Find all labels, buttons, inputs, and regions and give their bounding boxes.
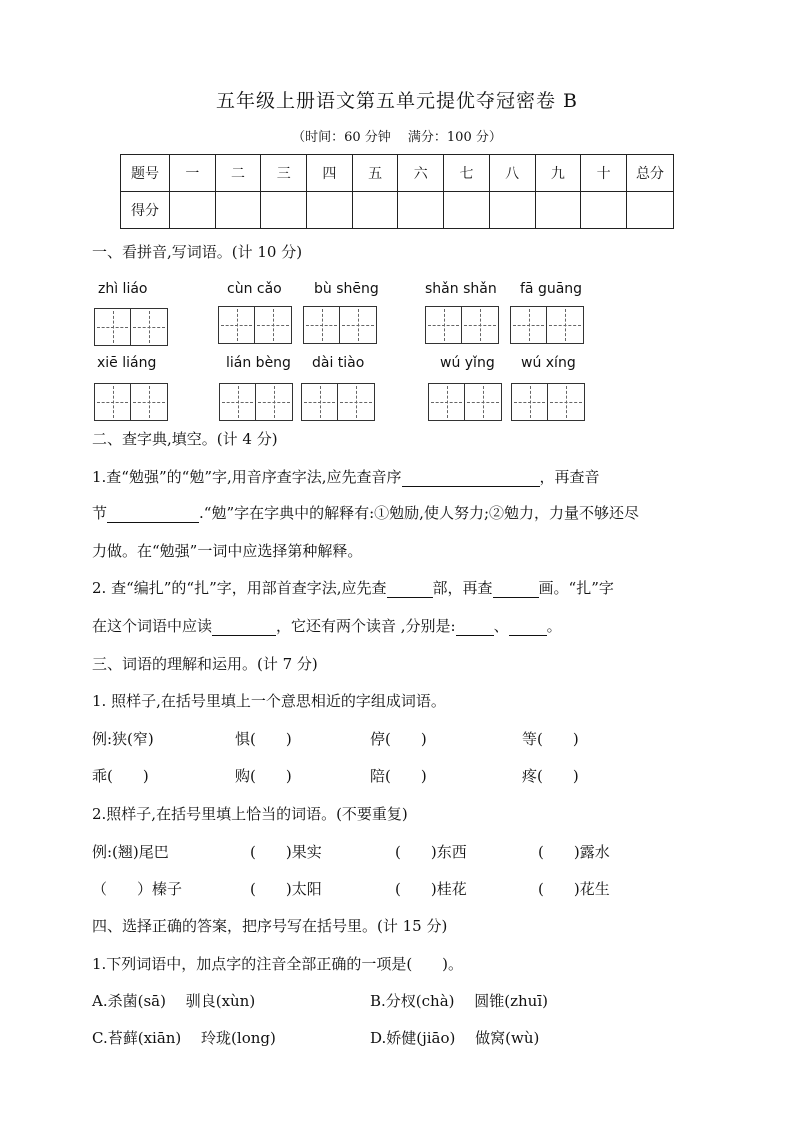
q2-text-e: ，它还有两个读音 ,分别是: bbox=[276, 617, 456, 635]
score-header-cell: 七 bbox=[444, 155, 490, 192]
fill-item[interactable]: ( )桂花 bbox=[395, 880, 467, 898]
q2-text-a: 2. 查“编扎”的“扎”字，用部首查字法,应先查 bbox=[92, 579, 387, 597]
score-cell[interactable] bbox=[444, 192, 490, 229]
score-header-cell: 六 bbox=[398, 155, 444, 192]
score-header-cell: 三 bbox=[261, 155, 307, 192]
writing-grid[interactable] bbox=[219, 383, 293, 421]
pinyin-label: wú yǐng bbox=[440, 355, 495, 371]
score-row-label: 得分 bbox=[121, 192, 170, 229]
pinyin-label: bù shēng bbox=[314, 281, 379, 297]
score-header-cell: 八 bbox=[489, 155, 535, 192]
question-text: 2.照样子,在括号里填上恰当的词语。(不要重复) bbox=[92, 805, 408, 823]
score-table-header-row bbox=[121, 155, 674, 192]
writing-grid[interactable] bbox=[94, 308, 168, 346]
pinyin-label: lián bèng bbox=[226, 355, 291, 371]
score-cell[interactable] bbox=[307, 192, 353, 229]
question-text bbox=[92, 502, 639, 523]
fill-item[interactable]: 惧( ) bbox=[235, 730, 292, 748]
option-a[interactable]: A.杀菌(sā) 驯良(xùn) bbox=[92, 992, 256, 1010]
fill-item[interactable]: 陪( ) bbox=[370, 767, 427, 785]
pinyin-label: fā guāng bbox=[520, 281, 583, 297]
score-cell[interactable] bbox=[398, 192, 444, 229]
page-title: 五年级上册语文第五单元提优夺冠密卷 B bbox=[215, 90, 578, 112]
writing-grid[interactable] bbox=[303, 306, 377, 344]
fill-item[interactable]: ( )露水 bbox=[538, 843, 610, 861]
question-text bbox=[92, 577, 614, 598]
section-2-heading: 二、查字典,填空。(计 4 分) bbox=[92, 430, 278, 448]
writing-grid[interactable] bbox=[94, 383, 168, 421]
score-header-cell: 四 bbox=[307, 155, 353, 192]
q1-text-a: 1.查“勉强”的“勉”字,用音序查字法,应先查音序 bbox=[92, 468, 402, 486]
writing-grid[interactable] bbox=[428, 383, 502, 421]
writing-grid[interactable] bbox=[218, 306, 292, 344]
score-cell[interactable] bbox=[581, 192, 627, 229]
pinyin-label: wú xíng bbox=[521, 355, 576, 371]
answer-blank[interactable] bbox=[509, 617, 547, 636]
pinyin-label: zhì liáo bbox=[98, 281, 148, 297]
fill-item: 例:狭(窄) bbox=[92, 730, 154, 748]
fill-item[interactable]: （ ）榛子 bbox=[92, 880, 183, 898]
q1-text-d: .“勉”字在字典中的解释有:①勉励,使人努力;②勉力，力量不够还尽 bbox=[199, 504, 639, 522]
score-header-cell: 一 bbox=[170, 155, 216, 192]
score-header-cell: 二 bbox=[215, 155, 261, 192]
fill-item: 例:(翘)尾巴 bbox=[92, 843, 169, 861]
fill-item[interactable]: ( )果实 bbox=[250, 843, 322, 861]
answer-blank[interactable] bbox=[387, 579, 433, 598]
answer-blank[interactable] bbox=[493, 579, 539, 598]
writing-grid[interactable] bbox=[425, 306, 499, 344]
score-table bbox=[120, 154, 674, 229]
question-text bbox=[92, 615, 562, 636]
q1-text-c: 节 bbox=[92, 504, 108, 522]
answer-blank[interactable] bbox=[107, 504, 199, 523]
score-cell[interactable] bbox=[352, 192, 398, 229]
score-cell[interactable] bbox=[170, 192, 216, 229]
fill-item[interactable]: 乖( ) bbox=[92, 767, 149, 785]
option-b[interactable]: B.分杈(chà) 圆锥(zhuī) bbox=[370, 992, 548, 1010]
pinyin-label: xiē liáng bbox=[97, 355, 157, 371]
option-d[interactable]: D.娇健(jiāo) 做窝(wù) bbox=[370, 1029, 540, 1047]
fill-item[interactable]: ( )花生 bbox=[538, 880, 610, 898]
fill-item[interactable]: 停( ) bbox=[370, 730, 427, 748]
exam-info: （时间：60 分钟 满分：100 分） bbox=[292, 130, 502, 145]
answer-blank[interactable] bbox=[212, 617, 276, 636]
q2-text-f: 、 bbox=[493, 617, 509, 635]
fill-item[interactable]: 疼( ) bbox=[522, 767, 579, 785]
section-4-heading: 四、选择正确的答案，把序号写在括号里。(计 15 分) bbox=[92, 917, 448, 935]
fill-item[interactable]: ( )东西 bbox=[395, 843, 467, 861]
pinyin-label: cùn cǎo bbox=[227, 281, 282, 297]
q1-text-b: ，再查音 bbox=[539, 468, 600, 486]
score-header-cell: 十 bbox=[581, 155, 627, 192]
question-text: 1. 照样子,在括号里填上一个意思相近的字组成词语。 bbox=[92, 692, 446, 710]
score-cell[interactable] bbox=[535, 192, 581, 229]
fill-item[interactable]: 等( ) bbox=[522, 730, 579, 748]
score-cell[interactable] bbox=[627, 192, 674, 229]
answer-blank[interactable] bbox=[402, 468, 540, 487]
score-header-cell: 题号 bbox=[121, 155, 170, 192]
pinyin-label: dài tiào bbox=[312, 355, 365, 371]
q2-text-c: 画。“扎”字 bbox=[538, 579, 614, 597]
section-3-heading: 三、词语的理解和运用。(计 7 分) bbox=[92, 655, 318, 673]
score-cell[interactable] bbox=[489, 192, 535, 229]
section-1-heading: 一、看拼音,写词语。(计 10 分) bbox=[92, 243, 303, 261]
pinyin-label: shǎn shǎn bbox=[425, 281, 497, 297]
score-header-cell: 总分 bbox=[627, 155, 674, 192]
q2-text-g: 。 bbox=[546, 617, 562, 635]
score-table-score-row bbox=[121, 192, 674, 229]
q2-text-b: 部，再查 bbox=[432, 579, 493, 597]
writing-grid[interactable] bbox=[301, 383, 375, 421]
question-text: 1.下列词语中，加点字的注音全部正确的一项是( )。 bbox=[92, 955, 464, 973]
writing-grid[interactable] bbox=[510, 306, 584, 344]
fill-item[interactable]: 购( ) bbox=[235, 767, 292, 785]
option-c[interactable]: C.苔藓(xiān) 玲珑(long) bbox=[92, 1029, 276, 1047]
question-text: 力做。在“勉强”一词中应选择第种解释。 bbox=[92, 542, 363, 560]
writing-grid[interactable] bbox=[511, 383, 585, 421]
answer-blank[interactable] bbox=[456, 617, 494, 636]
score-header-cell: 九 bbox=[535, 155, 581, 192]
score-header-cell: 五 bbox=[352, 155, 398, 192]
score-cell[interactable] bbox=[261, 192, 307, 229]
question-text bbox=[92, 466, 600, 487]
q2-text-d: 在这个词语中应读 bbox=[92, 617, 213, 635]
fill-item[interactable]: ( )太阳 bbox=[250, 880, 322, 898]
score-cell[interactable] bbox=[215, 192, 261, 229]
